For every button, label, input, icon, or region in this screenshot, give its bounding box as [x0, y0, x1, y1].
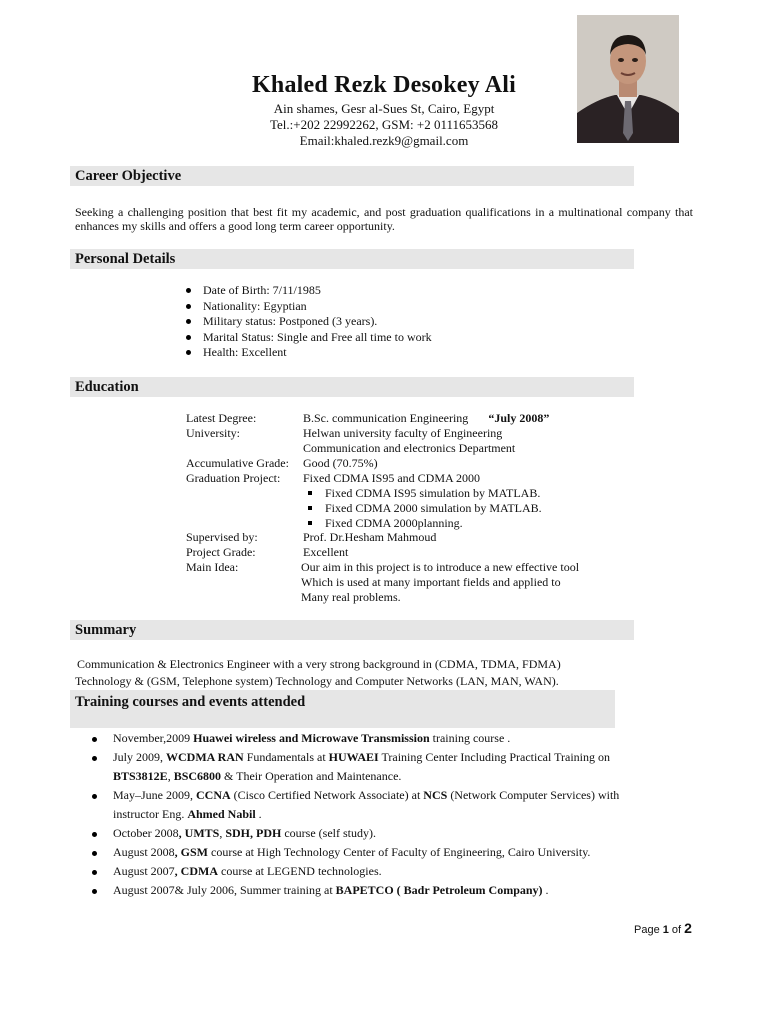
university-label: University:: [186, 426, 240, 440]
section-header-career-objective: Career Objective: [70, 166, 634, 186]
university-value-line2: Communication and electronics Department: [303, 441, 516, 455]
section-header-summary: Summary: [70, 620, 634, 640]
phone-numbers: Tel.:+202 22992262, GSM: +2 0111653568: [269, 117, 498, 132]
graduation-date: “July 2008”: [488, 411, 550, 425]
list-item: October 2008, UMTS, SDH, PDH course (self study).: [92, 824, 702, 843]
summary-line1: Communication & Electronics Engineer with a very strong background in (CDMA, TDMA, FDMA): [77, 657, 561, 671]
project-value: Fixed CDMA IS95 and CDMA 2000: [303, 471, 481, 485]
training-list: [92, 729, 702, 900]
summary-line2: Technology & (GSM, Telephone system) Technology and Computer Networks (LAN, MAN, WAN).: [75, 674, 559, 688]
career-objective-text: Seeking a challenging position that best fit my academic, and post graduation qualifications in a multinational company that enhances my skills and offers a good long term career opportunity.: [75, 205, 693, 233]
grade-label: Accumulative Grade:: [186, 456, 289, 470]
list-item: Marital Status: Single and Free all time to work: [186, 330, 586, 346]
candidate-name: Khaled Rezk Desokey Ali: [252, 72, 516, 98]
main-idea-line1: Our aim in this project is to introduce a new effective tool: [301, 560, 580, 574]
latest-degree-value: B.Sc. communication Engineering “July 2008”: [303, 411, 550, 425]
personal-details-list: [186, 283, 586, 361]
list-item: Date of Birth: 7/11/1985: [186, 283, 586, 299]
list-item: Health: Excellent: [186, 345, 586, 361]
list-item: Nationality: Egyptian: [186, 299, 586, 315]
project-grade-label: Project Grade:: [186, 545, 256, 559]
main-idea-line2: Which is used at many important fields and applied to: [301, 575, 561, 589]
university-value-line1: Helwan university faculty of Engineering: [303, 426, 503, 440]
main-idea-line3: Many real problems.: [301, 590, 401, 604]
address: Ain shames, Gesr al-Sues St, Cairo, Egypt: [273, 101, 495, 116]
latest-degree-label: Latest Degree:: [186, 411, 257, 425]
list-item: May–June 2009, CCNA (Cisco Certified Network Associate) at NCS (Network Computer Services) with instructor Eng. Ahmed Nabil .: [92, 786, 702, 824]
project-sub-item: Fixed CDMA IS95 simulation by MATLAB.: [308, 486, 625, 501]
section-header-personal-details: Personal Details: [70, 249, 634, 269]
supervisor-value: Prof. Dr.Hesham Mahmoud: [303, 530, 437, 544]
page-number: Page 1 of 2: [634, 920, 692, 936]
project-sub-item: Fixed CDMA 2000planning.: [308, 516, 625, 531]
supervisor-label: Supervised by:: [186, 530, 258, 544]
list-item: August 2007& July 2006, Summer training at BAPETCO ( Badr Petroleum Company) .: [92, 881, 702, 900]
section-header-education: Education: [70, 377, 634, 397]
email-address: Email:khaled.rezk9@gmail.com: [299, 133, 469, 148]
list-item: July 2009, WCDMA RAN Fundamentals at HUWAEI Training Center Including Practical Training on BTS3812E, BSC6800 & Their Operation and Maintenance.: [92, 748, 702, 786]
list-item: August 2007, CDMA course at LEGEND technologies.: [92, 862, 702, 881]
list-item: Military status: Postponed (3 years).: [186, 314, 586, 330]
list-item: November,2009 Huawei wireless and Microwave Transmission training course .: [92, 729, 702, 748]
project-grade-value: Excellent: [303, 545, 349, 559]
grade-value: Good (70.75%): [303, 456, 378, 470]
section-header-training: Training courses and events attended: [70, 690, 615, 728]
list-item: August 2008, GSM course at High Technology Center of Faculty of Engineering, Cairo University.: [92, 843, 702, 862]
main-idea-label: Main Idea:: [186, 560, 239, 574]
project-label: Graduation Project:: [186, 471, 281, 485]
project-sub-item: Fixed CDMA 2000 simulation by MATLAB.: [308, 501, 625, 516]
